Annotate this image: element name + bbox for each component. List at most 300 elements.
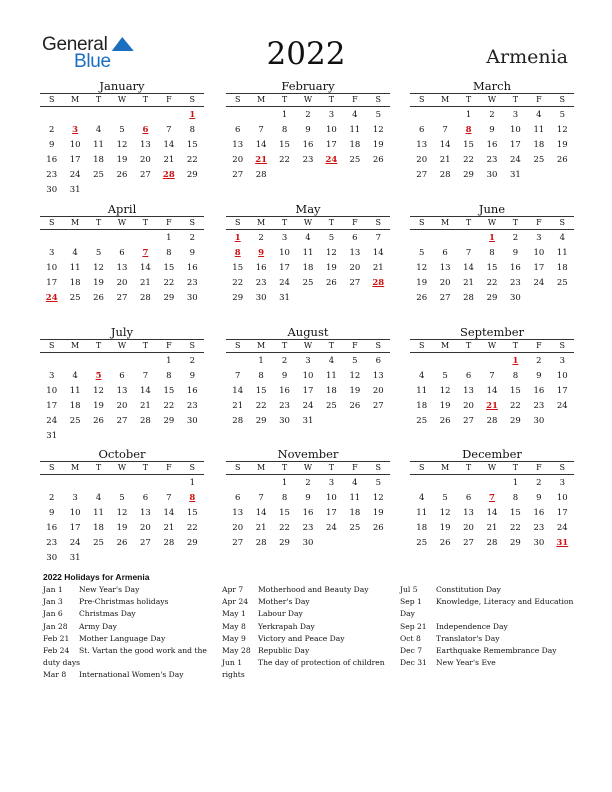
day-cell: 1 [189,478,195,488]
day-cell: 12 [93,263,104,273]
holiday-day-cell: 21 [486,401,498,411]
day-cell: 25 [416,416,428,426]
weekday-label: F [166,95,172,104]
day-cell: 28 [486,538,498,548]
day-cell: 23 [533,523,545,533]
day-cell: 17 [556,508,568,518]
weekday-label: S [375,341,382,350]
weekday-label: S [418,341,425,350]
day-cell: 12 [416,263,428,273]
month-title: November [277,447,339,461]
holiday-entry [222,621,394,633]
day-cell: 2 [536,478,542,488]
month-may [226,202,390,306]
weekday-label: S [189,463,196,472]
day-cell: 2 [258,233,264,243]
holiday-day-cell: 1 [512,356,519,366]
day-cell: 5 [375,110,381,120]
day-cell: 9 [49,508,55,518]
day-cell: 18 [69,278,81,288]
day-cell: 18 [533,140,545,150]
day-cell: 9 [489,125,495,135]
day-cell: 17 [302,386,314,396]
day-cell: 22 [279,523,290,533]
day-cell: 6 [419,125,425,135]
day-cell: 29 [163,416,175,426]
day-cell: 11 [349,493,361,503]
empty-cell [457,476,480,491]
empty-cell [134,354,157,369]
holiday-day-cell: 1 [489,233,495,243]
holiday-date: Sep 21 [400,621,427,631]
weekday-label: W [487,463,497,472]
day-cell: 26 [372,523,384,533]
weekday-label: T [142,218,149,227]
day-cell: 29 [232,293,244,303]
day-cell: 30 [255,293,267,303]
day-cell: 7 [166,125,172,135]
day-cell: 9 [536,493,542,503]
day-cell: 23 [510,278,521,288]
day-cell: 10 [556,493,568,503]
day-cell: 30 [302,538,314,548]
day-cell: 30 [533,416,545,426]
empty-cell [63,108,86,123]
day-cell: 7 [235,371,241,381]
logo-text-general: General [42,34,108,55]
day-cell: 3 [328,110,335,120]
day-cell: 15 [279,140,290,150]
holiday-list-title: 2022 Holidays for Armenia [43,572,150,582]
day-cell: 24 [533,278,545,288]
day-cell: 7 [258,493,264,503]
day-cell: 19 [416,278,428,288]
month-november [226,447,390,551]
day-cell: 22 [163,278,175,288]
day-cell: 21 [232,401,244,411]
day-cell: 24 [510,155,521,165]
empty-cell [134,231,157,246]
weekday-header [40,216,204,230]
weekday-header [410,339,574,353]
weekday-header [226,339,390,353]
day-cell: 31 [279,293,290,303]
weekday-label: T [281,95,288,104]
day-cell: 25 [93,538,104,548]
day-cell: 17 [46,278,58,288]
day-cell: 29 [510,416,521,426]
day-cell: 11 [69,386,81,396]
day-cell: 20 [372,386,384,396]
weekday-label: M [441,218,450,227]
month-april [40,202,204,306]
day-cell: 21 [255,523,267,533]
day-cell: 19 [439,401,451,411]
holiday-day-cell: 28 [372,278,385,288]
day-cell: 14 [163,508,175,518]
day-cell: 6 [119,248,125,258]
holiday-entry [400,584,575,596]
weekday-label: F [352,463,358,472]
month-january [40,79,204,198]
holiday-entry [43,645,213,669]
day-cell: 27 [439,293,451,303]
day-cell: 13 [416,140,428,150]
day-cell: 1 [281,110,288,120]
empty-cell [40,231,63,246]
weekday-label: F [352,218,358,227]
weekday-label: T [328,218,335,227]
day-cell: 20 [232,155,244,165]
day-cell: 8 [281,493,288,503]
empty-cell [480,476,503,491]
weekday-header [226,216,390,230]
day-cell: 26 [93,293,104,303]
day-cell: 1 [258,356,264,366]
holiday-name: Mother's Day [258,597,310,607]
day-cell: 6 [352,233,358,243]
holiday-date: Dec 31 [400,658,427,668]
day-cell: 2 [489,110,495,120]
weekday-label: S [234,218,241,227]
holiday-name: Translator's Day [436,633,500,643]
holiday-name: Army Day [79,621,117,631]
empty-cell [110,231,133,246]
day-cell: 23 [302,523,314,533]
day-cell: 23 [255,278,267,288]
day-cell: 15 [186,508,198,518]
day-cell: 9 [281,371,288,381]
day-cell: 13 [140,508,151,518]
day-cell: 13 [439,263,451,273]
weekday-label: W [303,341,313,350]
weekday-label: F [166,218,172,227]
empty-cell [40,108,63,123]
weekday-label: M [71,95,80,104]
day-cell: 21 [486,523,498,533]
day-cell: 5 [119,125,125,135]
weekday-label: S [189,341,196,350]
day-cell: 3 [559,356,565,366]
day-cell: 5 [352,356,358,366]
holiday-day-cell: 9 [258,248,265,258]
day-cell: 25 [349,523,361,533]
holiday-date: Oct 8 [400,633,421,643]
day-cell: 6 [235,493,241,503]
day-cell: 3 [512,110,519,120]
day-cell: 6 [375,356,381,366]
day-cell: 25 [69,416,81,426]
day-cell: 20 [416,155,428,165]
day-cell: 27 [232,538,244,548]
day-cell: 31 [510,170,521,180]
weekday-label: W [117,95,127,104]
day-cell: 29 [279,538,290,548]
day-cell: 12 [93,386,104,396]
holiday-entry [222,596,394,608]
day-cell: 15 [510,386,521,396]
holiday-day-cell: 1 [189,110,196,120]
day-cell: 5 [442,371,448,381]
empty-cell [157,476,180,491]
holiday-date: May 9 [222,633,246,643]
holiday-entry [43,633,213,645]
weekday-label: T [465,463,472,472]
day-cell: 7 [375,233,381,243]
day-grid [40,354,204,444]
holiday-day-cell: 28 [162,170,175,180]
weekday-label: T [512,95,519,104]
day-cell: 16 [279,386,290,396]
holiday-day-cell: 1 [234,233,241,243]
holiday-name: Earthquake Remembrance Day [436,646,557,656]
day-cell: 26 [116,170,128,180]
holiday-entry [43,608,213,620]
weekday-label: W [487,341,497,350]
month-title: June [478,202,506,216]
day-cell: 27 [232,170,244,180]
day-cell: 17 [326,508,337,518]
day-cell: 27 [349,278,361,288]
day-cell: 4 [72,371,78,381]
day-cell: 20 [439,278,451,288]
day-cell: 15 [163,386,175,396]
day-cell: 28 [232,416,244,426]
holiday-entry [43,596,213,608]
day-cell: 11 [556,248,568,258]
day-cell: 12 [372,493,384,503]
day-cell: 22 [186,155,198,165]
holiday-column [222,584,394,682]
day-cell: 14 [140,386,151,396]
day-cell: 3 [559,478,565,488]
weekday-header [410,461,574,475]
holiday-date: Jan 6 [43,609,63,619]
day-cell: 13 [232,508,244,518]
weekday-label: S [559,341,566,350]
day-cell: 19 [93,401,104,411]
weekday-label: F [536,95,542,104]
holiday-date: Jun 1 [222,658,243,668]
weekday-label: T [465,341,472,350]
month-title: October [98,447,146,461]
day-cell: 11 [69,263,81,273]
empty-cell [63,354,86,369]
day-cell: 28 [255,538,267,548]
day-cell: 8 [189,125,195,135]
day-cell: 13 [140,140,151,150]
holiday-name: International Women's Day [79,670,184,680]
weekday-label: S [48,218,55,227]
weekday-label: F [166,341,172,350]
day-cell: 26 [439,538,451,548]
day-cell: 11 [326,371,337,381]
day-cell: 15 [463,140,474,150]
day-cell: 29 [163,293,175,303]
day-cell: 9 [189,371,195,381]
day-cell: 5 [328,233,335,243]
day-cell: 4 [419,371,425,381]
day-cell: 13 [463,386,474,396]
day-cell: 6 [119,371,125,381]
day-cell: 2 [536,356,542,366]
weekday-label: S [418,463,425,472]
day-cell: 10 [46,386,58,396]
day-cell: 8 [281,125,288,135]
day-cell: 14 [463,263,474,273]
empty-cell [249,476,272,491]
holiday-entry [400,621,575,633]
day-cell: 19 [116,155,128,165]
day-cell: 16 [533,508,545,518]
day-cell: 2 [49,493,55,503]
day-cell: 18 [93,155,104,165]
weekday-header [40,339,204,353]
day-cell: 14 [255,140,267,150]
day-cell: 4 [352,110,358,120]
day-cell: 13 [116,263,128,273]
empty-cell [134,108,157,123]
day-cell: 7 [258,125,264,135]
day-cell: 1 [166,233,172,243]
day-cell: 30 [46,185,58,195]
empty-cell [157,108,180,123]
empty-cell [457,354,480,369]
day-cell: 26 [116,538,128,548]
day-cell: 17 [533,263,545,273]
day-cell: 15 [232,263,244,273]
day-cell: 19 [326,263,337,273]
weekday-header [40,93,204,107]
day-cell: 15 [255,386,267,396]
day-cell: 15 [279,508,290,518]
day-cell: 3 [72,493,78,503]
day-cell: 6 [142,493,149,503]
day-cell: 18 [326,386,337,396]
day-cell: 20 [140,523,151,533]
empty-cell [410,476,433,491]
weekday-label: M [257,341,266,350]
month-october [40,447,204,566]
holiday-entry [400,596,575,620]
empty-cell [87,108,110,123]
day-cell: 30 [46,553,58,563]
day-cell: 14 [372,248,384,258]
holiday-date: Jan 1 [43,585,63,594]
day-cell: 9 [305,125,311,135]
day-cell: 10 [46,263,58,273]
day-cell: 1 [281,478,288,488]
weekday-label: T [95,463,102,472]
day-cell: 21 [439,155,451,165]
weekday-label: T [142,463,149,472]
day-cell: 17 [46,401,58,411]
holiday-date: Jan 3 [43,597,63,607]
day-cell: 22 [510,401,521,411]
day-cell: 7 [465,248,472,258]
weekday-label: W [487,218,497,227]
day-cell: 4 [328,356,335,366]
day-cell: 29 [463,170,474,180]
month-august [226,325,390,429]
empty-cell [410,108,433,123]
empty-cell [226,108,249,123]
day-cell: 29 [255,416,267,426]
holiday-date: Sep 1 [400,597,422,607]
day-cell: 5 [95,248,102,258]
day-cell: 12 [116,140,128,150]
day-cell: 27 [463,416,474,426]
day-cell: 19 [93,278,104,288]
day-cell: 16 [302,140,314,150]
day-cell: 20 [232,523,244,533]
day-cell: 17 [510,140,521,150]
holiday-name: New Year's Day [79,585,140,594]
day-grid [410,108,574,183]
holiday-name: Pre-Christmas holidays [79,597,169,607]
holiday-day-cell: 6 [142,125,149,135]
day-cell: 27 [116,293,128,303]
month-june [410,202,574,306]
month-july [40,325,204,444]
holiday-date: Mar 8 [43,670,67,680]
weekday-label: S [234,341,241,350]
day-cell: 8 [166,371,172,381]
day-cell: 19 [372,508,384,518]
day-cell: 25 [556,278,568,288]
day-cell: 7 [142,371,149,381]
day-cell: 12 [439,386,451,396]
day-cell: 14 [486,386,498,396]
day-cell: 17 [556,386,568,396]
day-cell: 28 [463,293,474,303]
day-cell: 20 [463,523,474,533]
day-cell: 25 [69,293,81,303]
empty-cell [63,231,86,246]
holiday-name: St. Vartan the good work and the duty days [43,646,207,668]
empty-cell [40,354,63,369]
day-cell: 20 [116,401,128,411]
day-grid [40,108,204,198]
weekday-label: T [142,341,149,350]
day-cell: 11 [416,386,428,396]
weekday-header [226,93,390,107]
holiday-name: Motherhood and Beauty Day [258,585,369,594]
day-cell: 4 [305,233,311,243]
weekday-label: S [375,95,382,104]
day-cell: 5 [419,248,425,258]
day-cell: 10 [302,371,314,381]
weekday-label: M [71,341,80,350]
holiday-entry [400,657,575,669]
day-cell: 22 [510,523,521,533]
day-cell: 3 [49,371,55,381]
holiday-column [400,584,575,669]
holiday-name: Victory and Peace Day [258,633,345,643]
day-cell: 26 [439,416,451,426]
day-cell: 16 [486,140,498,150]
day-cell: 4 [536,110,542,120]
weekday-label: W [487,95,497,104]
day-grid [40,476,204,566]
weekday-label: S [48,95,55,104]
empty-cell [433,108,456,123]
weekday-label: W [303,95,313,104]
holiday-day-cell: 7 [489,493,495,503]
day-cell: 14 [140,263,151,273]
day-cell: 14 [255,508,267,518]
day-cell: 10 [533,248,545,258]
